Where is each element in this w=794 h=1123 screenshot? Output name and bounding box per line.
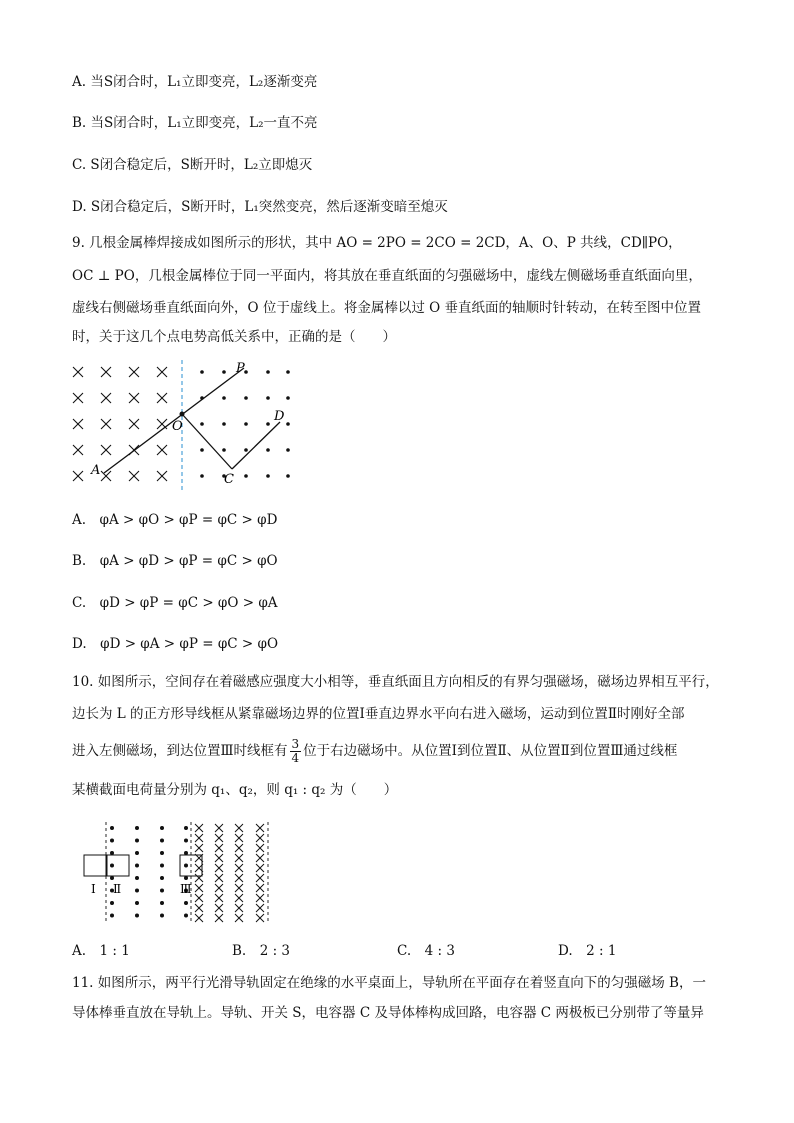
q10-field-out-dot — [110, 864, 114, 868]
q10-field-out-dot — [110, 851, 114, 855]
q10-field-out-dot — [160, 851, 164, 855]
q9-stem-line-3: 虚线右侧磁场垂直纸面向外，O 位于虚线上。将金属棒以过 O 垂直纸面的轴顺时针转动，在转至图中位置 — [72, 300, 702, 316]
q9-option-c: C. φD > φP = φC > φO > φA — [72, 595, 278, 611]
q10-field-out-dot — [160, 901, 164, 905]
q9-field-out-dot — [266, 396, 270, 400]
q10-field-out-dot — [184, 901, 188, 905]
q10-stem-line-4: 某横截面电荷量分别为 q₁、q₂，则 q₁ : q₂ 为（ ） — [72, 782, 398, 798]
q10-field-out-dot — [184, 851, 188, 855]
q9-option-a: A. φA > φO > φP = φC > φD — [72, 512, 278, 528]
q10-field-out-dot — [184, 826, 188, 830]
q10-field-out-dot — [110, 901, 114, 905]
q11-stem-line-1: 11. 如图所示，两平行光滑导轨固定在绝缘的水平桌面上，导轨所在平面存在着竖直向下的匀强磁场 B，一 — [72, 975, 706, 991]
q9-rod-CD — [232, 422, 280, 469]
q9-field-out-dot — [222, 448, 226, 452]
q10-field-out-dot — [160, 914, 164, 918]
q9-field-out-dot — [266, 474, 270, 478]
q9-figure — [66, 358, 306, 493]
q10-field-out-dot — [160, 839, 164, 843]
q9-label-P: P — [236, 361, 245, 376]
q10-field-out-dot — [184, 876, 188, 880]
q9-field-out-dot — [200, 448, 204, 452]
q10-stem-line-1: 10. 如图所示，空间存在着磁感应强度大小相等，垂直纸面且方向相反的有界匀强磁场，磁场边界相互平行， — [72, 674, 719, 690]
q8-option-a: A. 当S闭合时，L₁立即变亮，L₂逐渐变亮 — [72, 74, 318, 90]
q9-option-b: B. φA > φD > φP = φC > φO — [72, 553, 278, 569]
q9-field-out-dot — [222, 396, 226, 400]
q9-rod-OC — [182, 414, 232, 469]
q10-label-II: Ⅱ — [113, 882, 122, 896]
q9-stem-line-4: 时，关于这几个点电势高低关系中，正确的是（ ） — [72, 329, 396, 345]
q9-field-out-dot — [200, 422, 204, 426]
q10-stem-line-3 — [72, 738, 677, 765]
q10-option-a: A. 1 : 1 — [72, 943, 130, 959]
q9-field-out-dot — [200, 474, 204, 478]
q10-field-out-dot — [135, 901, 139, 905]
q10-option-d: D. 2 : 1 — [558, 943, 617, 959]
q10-figure — [82, 820, 282, 925]
q9-label-C: C — [224, 472, 234, 487]
q9-field-out-dot — [286, 396, 290, 400]
q10-field-out-dot — [160, 864, 164, 868]
q10-stem-line-3b: 位于右边磁场中。从位置Ⅰ到位置Ⅱ、从位置Ⅱ到位置Ⅲ通过线框 — [303, 743, 678, 759]
q10-label-I: Ⅰ — [91, 882, 96, 896]
q10-field-out-dot — [135, 826, 139, 830]
q10-field-out-dot — [184, 864, 188, 868]
q9-field-out-dot — [244, 422, 248, 426]
q8-option-c: C. S闭合稳定后，S断开时，L₂立即熄灭 — [72, 157, 313, 173]
q10-field-out-dot — [184, 914, 188, 918]
q10-field-out-dot — [160, 826, 164, 830]
q10-option-b: B. 2 : 3 — [232, 943, 291, 959]
q10-stem-line-2: 边长为 L 的正方形导线框从紧靠磁场边界的位置Ⅰ垂直边界水平向右进入磁场，运动到位置Ⅱ时刚好全部 — [72, 706, 685, 722]
q10-field-out-dot — [110, 876, 114, 880]
q9-field-out-dot — [222, 370, 226, 374]
q9-field-out-dot — [244, 396, 248, 400]
q10-label-III: Ⅲ — [180, 882, 192, 896]
q9-field-out-dot — [266, 422, 270, 426]
q9-field-out-dot — [286, 448, 290, 452]
q10-fraction: $\frac{3}{4}$ — [291, 737, 300, 765]
q9-field-out-dot — [244, 474, 248, 478]
q9-stem-line-2: OC ⊥ PO，几根金属棒位于同一平面内，将其放在垂直纸面的匀强磁场中，虚线左侧磁场垂直纸面向里， — [72, 268, 702, 284]
q10-field-out-dot — [110, 839, 114, 843]
q9-stem-line-1: 9. 几根金属棒焊接成如图所示的形状，其中 AO = 2PO = 2CO = 2CD，A、O、P 共线，CD∥PO， — [72, 235, 682, 251]
q10-field-out-dot — [135, 864, 139, 868]
q10-field-out-dot — [110, 914, 114, 918]
q10-field-out-dot — [135, 889, 139, 893]
q10-frame-position-I — [84, 855, 106, 876]
q10-field-out-dot — [184, 839, 188, 843]
q10-field-out-dot — [135, 876, 139, 880]
q9-label-D: D — [274, 409, 285, 424]
q9-field-out-dot — [200, 370, 204, 374]
q8-option-b: B. 当S闭合时，L₁立即变亮，L₂一直不亮 — [72, 115, 318, 131]
q10-field-out-dot — [135, 914, 139, 918]
q9-field-out-dot — [266, 370, 270, 374]
q9-field-out-dot — [286, 474, 290, 478]
q9-label-O: O — [172, 419, 183, 434]
q9-option-d: D. φD > φA > φP = φC > φO — [72, 636, 279, 652]
q9-field-out-dot — [266, 448, 270, 452]
q8-option-d: D. S闭合稳定后，S断开时，L₁突然变亮，然后逐渐变暗至熄灭 — [72, 199, 448, 215]
q10-field-out-dot — [135, 851, 139, 855]
q9-field-out-dot — [286, 422, 290, 426]
q11-stem-line-2: 导体棒垂直放在导轨上。导轨、开关 S，电容器 C 及导体棒构成回路，电容器 C 两极板已分别带了等量异 — [72, 1005, 704, 1021]
q10-field-out-dot — [160, 876, 164, 880]
q10-stem-line-3a: 进入左侧磁场，到达位置Ⅲ时线框有 — [72, 743, 288, 759]
q9-field-out-dot — [286, 370, 290, 374]
q9-field-out-dot — [244, 448, 248, 452]
q9-field-out-dot — [222, 422, 226, 426]
q10-option-c: C. 4 : 3 — [397, 943, 455, 959]
q10-field-out-dot — [135, 839, 139, 843]
q10-field-out-dot — [110, 826, 114, 830]
q9-point-O — [180, 412, 185, 417]
q10-field-out-dot — [160, 889, 164, 893]
q9-label-A: A — [91, 463, 101, 478]
